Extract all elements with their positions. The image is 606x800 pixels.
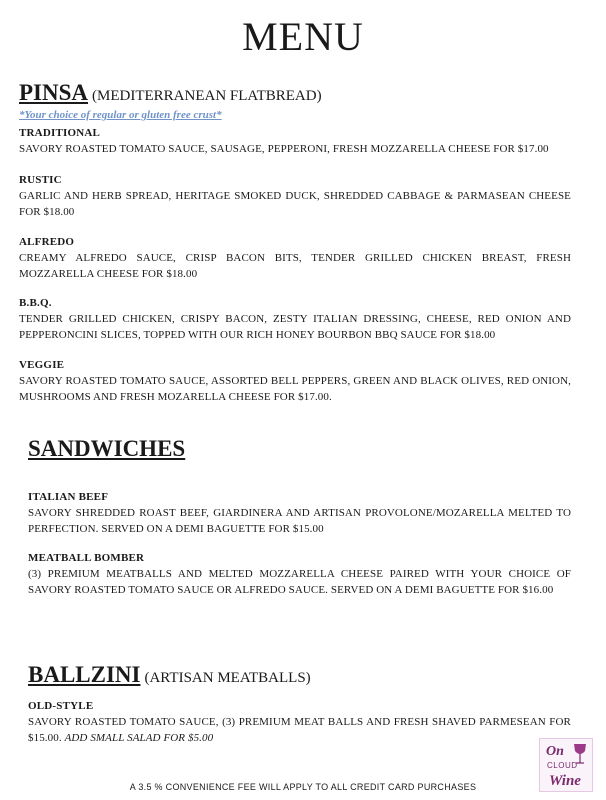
item-description: TENDER GRILLED CHICKEN, CRISPY BACON, ZESTY ITALIAN DRESSING, CHEESE, RED ONION AND PEPPERONCINI SLICES, TOPPED WITH OUR RICH HONEY BOURBON BBQ SAUCE FOR $18.00 [19,313,571,341]
item-name: ITALIAN BEEF [28,491,109,503]
item-description [28,714,571,746]
section-title: SANDWICHES [28,436,186,461]
section-subtitle: (ARTISAN MEATBALLS) [144,670,311,686]
menu-item-alfredo [19,235,571,282]
menu-item-veggie [19,358,571,405]
salad-addon-text: ADD SMALL SALAD FOR $5.00 [64,732,214,744]
logo-line1: On [546,744,564,759]
item-description: SAVORY ROASTED TOMATO SAUCE, SAUSAGE, PEPPERONI, FRESH MOZZARELLA CHEESE FOR $17.00 [19,143,549,155]
menu-item-traditional [19,126,571,157]
item-description: SAVORY SHREDDED ROAST BEEF, GIARDINERA AND ARTISAN PROVOLONE/MOZARELLA MELTED TO PERFECTION. SERVED ON A DEMI BAGUETTE FOR $15.00 [28,507,571,535]
logo-line3: Wine [549,773,581,789]
convenience-fee-notice: A 3.5 % CONVENIENCE FEE WILL APPLY TO ALL CREDIT CARD PURCHASES [129,782,477,792]
page-title: MENU [242,14,364,59]
item-name: OLD-STYLE [28,700,94,712]
item-description: (3) PREMIUM MEATBALLS AND MELTED MOZZARELLA CHEESE PAIRED WITH YOUR CHOICE OF SAVORY ROASTED TOMATO SAUCE OR ALFREDO SAUCE. SERVED ON A DEMI BAGUETTE FOR $16.00 [28,568,571,596]
crust-note: *Your choice of regular or gluten free crust* [19,109,222,121]
item-name: TRADITIONAL [19,127,101,139]
menu-item-rustic [19,173,571,220]
item-description-text: SAVORY ROASTED TOMATO SAUCE, (3) PREMIUM MEAT BALLS AND FRESH SHAVED PARMESEAN FOR $15.00. [28,716,571,744]
menu-item-old-style [28,699,571,746]
section-title: PINSA [19,80,89,105]
item-name: RUSTIC [19,174,62,186]
section-heading-pinsa [19,80,322,106]
item-name: MEATBALL BOMBER [28,552,145,564]
section-subtitle: (MEDITERRANEAN FLATBREAD) [92,88,322,104]
item-name: B.B.Q. [19,297,52,309]
item-name: ALFREDO [19,236,75,248]
menu-item-bbq [19,296,571,343]
section-heading-ballzini [28,662,311,688]
section-heading-sandwiches [28,436,185,462]
menu-item-italian-beef [28,490,571,537]
item-description: CREAMY ALFREDO SAUCE, CRISP BACON BITS, TENDER GRILLED CHICKEN BREAST, FRESH MOZZARELLA CHEESE FOR $18.00 [19,252,571,280]
logo-line2: CLOUD [547,761,578,770]
menu-item-meatball-bomber [28,551,571,598]
item-description: SAVORY ROASTED TOMATO SAUCE, ASSORTED BELL PEPPERS, GREEN AND BLACK OLIVES, RED ONION, MUSHROOMS AND FRESH MOZARELLA CHEESE FOR $17.00. [19,375,571,403]
item-name: VEGGIE [19,359,65,371]
item-description: GARLIC AND HERB SPREAD, HERITAGE SMOKED DUCK, SHREDDED CABBAGE & PARMASEAN CHEESE FOR $18.00 [19,190,571,218]
section-title: BALLZINI [28,662,141,687]
